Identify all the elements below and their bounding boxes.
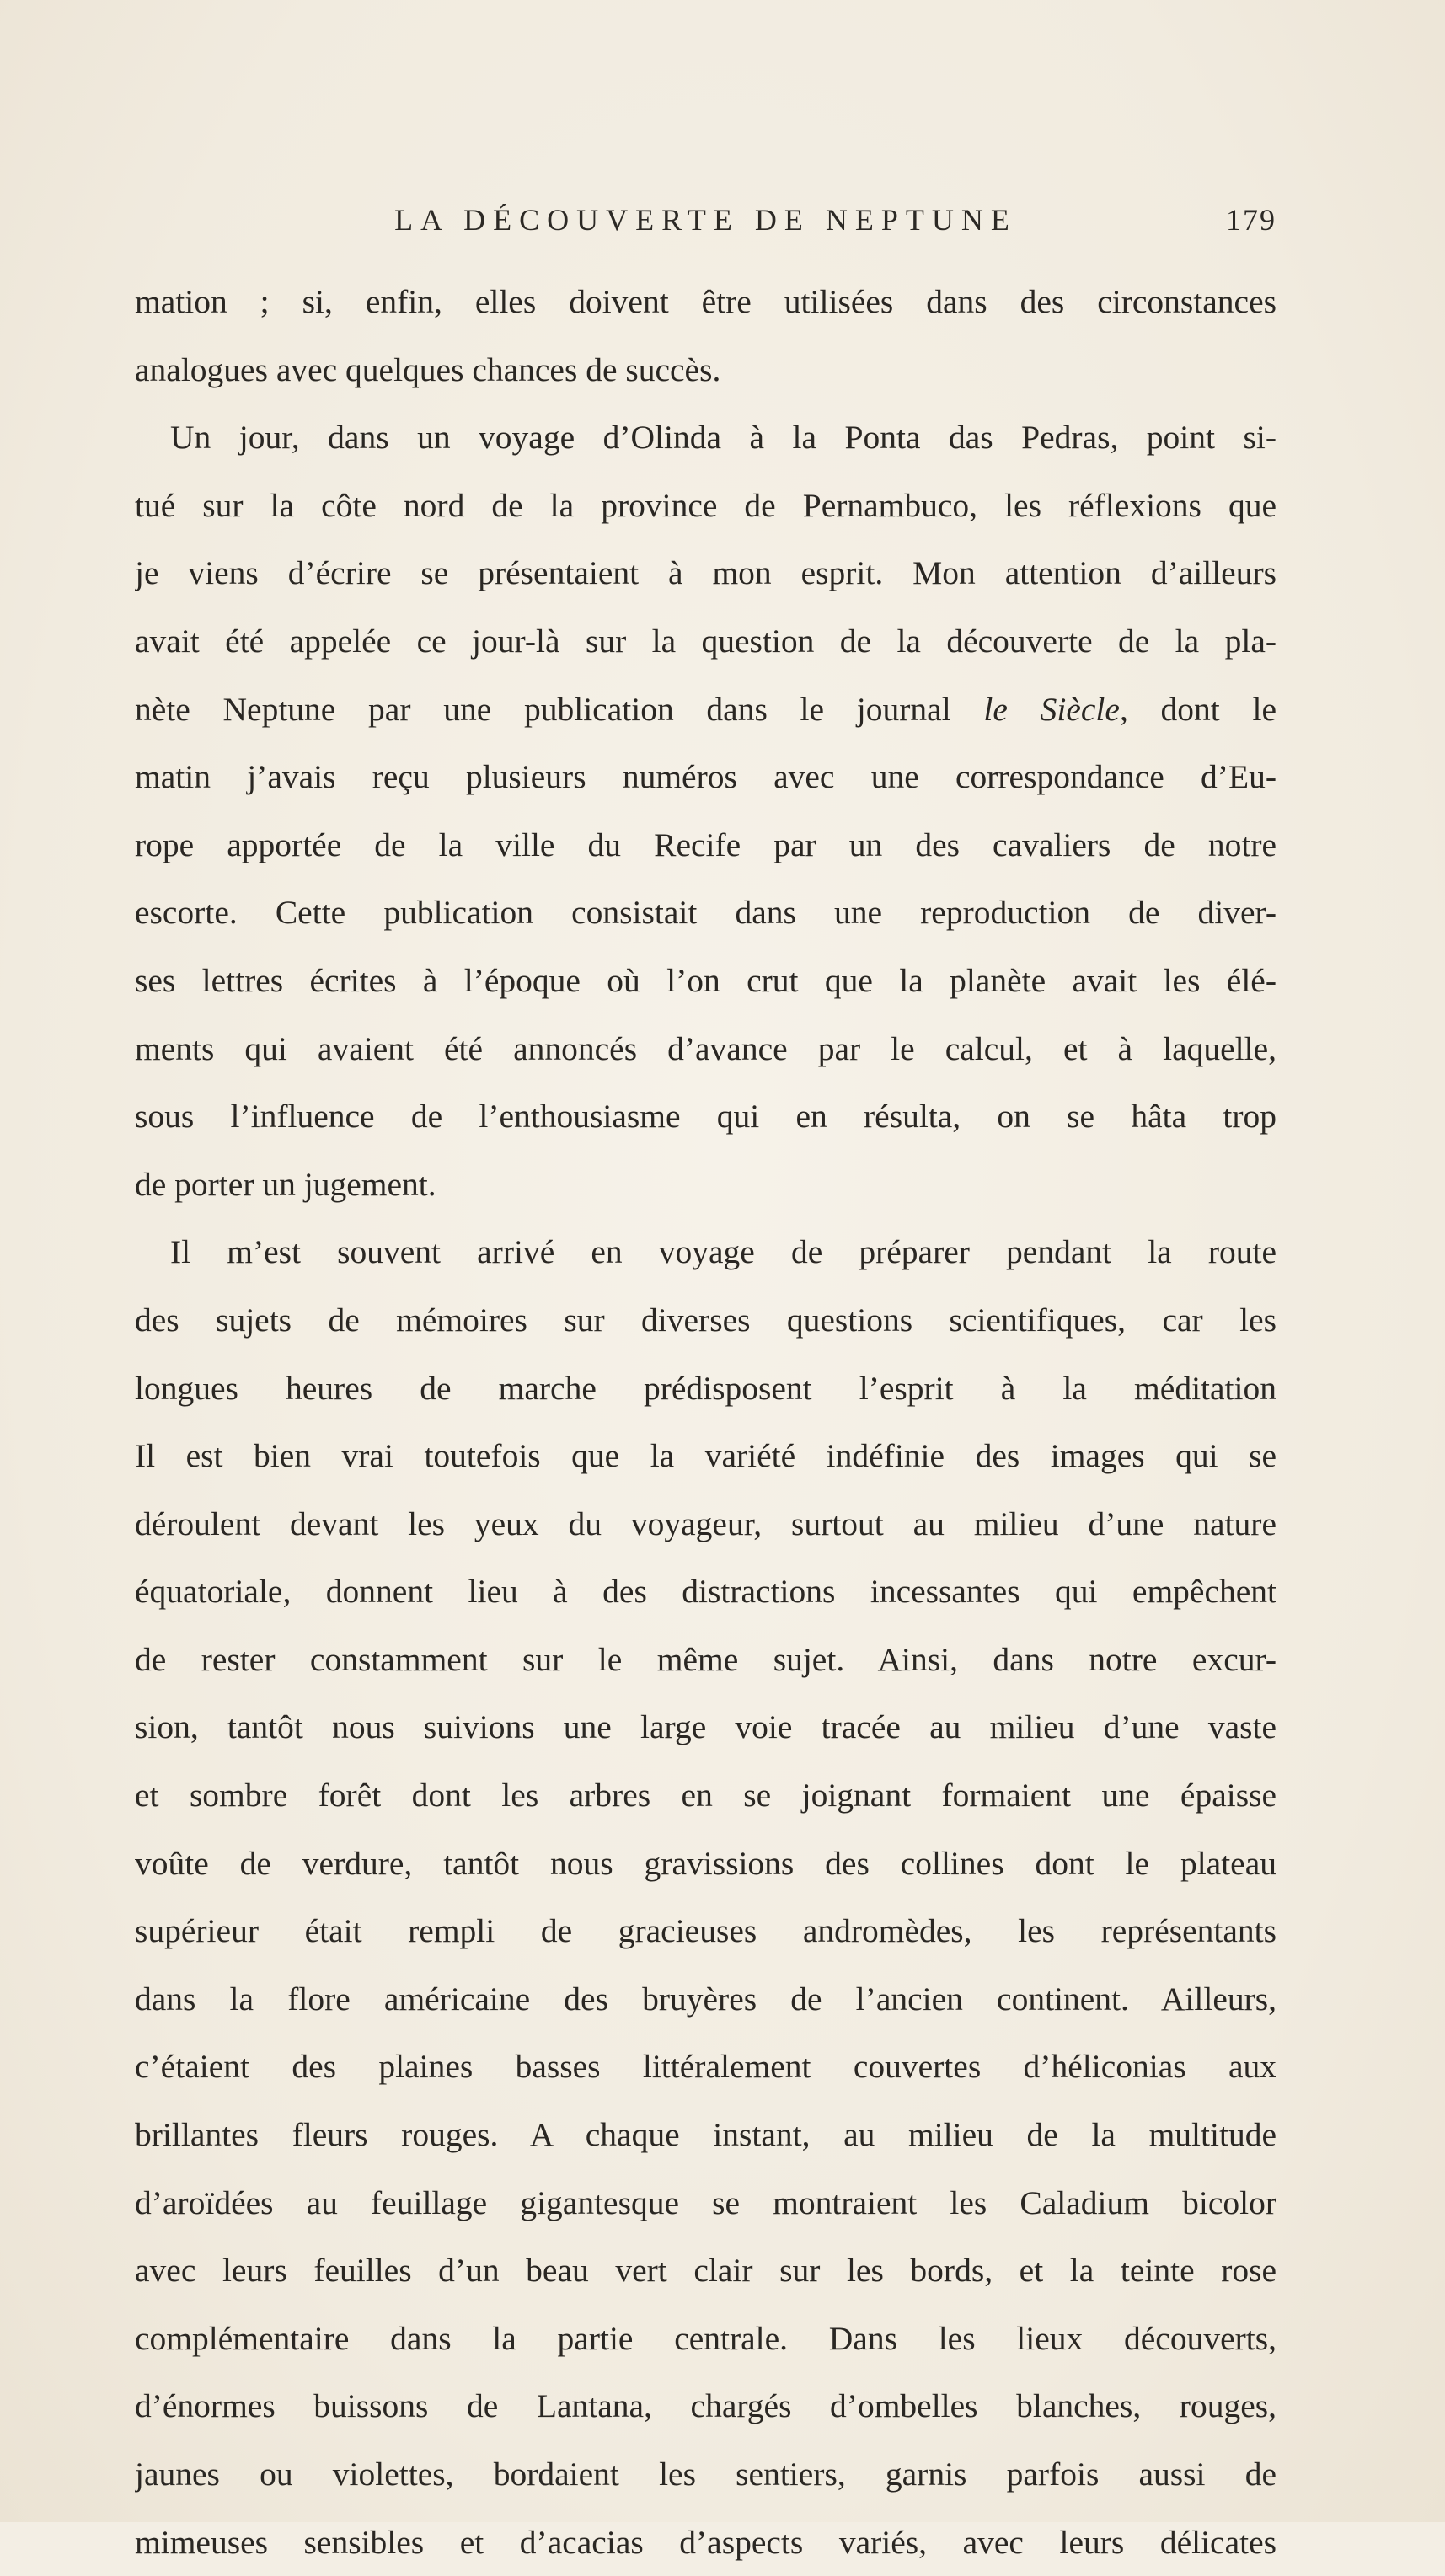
text-line: de rester constamment sur le même sujet. Ainsi, dans notre excur- — [135, 1640, 1276, 1678]
text-line: brillantes fleurs rouges. A chaque instant, au milieu de la multitude — [135, 2116, 1276, 2154]
text-line: je viens d’écrire se présentaient à mon esprit. Mon attention d’ailleurs — [135, 554, 1276, 592]
paragraph-start-line: Un jour, dans un voyage d’Olinda à la Ponta das Pedras, point si- — [170, 419, 1276, 457]
text-line: matin j’avais reçu plusieurs numéros avec une correspondance d’Eu- — [135, 758, 1276, 796]
newspaper-title: le Siècle — [983, 690, 1120, 728]
text-line: rope apportée de la ville du Recife par un des cavaliers de notre — [135, 826, 1276, 863]
text-line: d’énormes buissons de Lantana, chargés d’ombelles blanches, rouges, — [135, 2387, 1276, 2425]
text-line: Il est bien vrai toutefois que la variété indéfinie des images qui se — [135, 1437, 1276, 1475]
text-line: tué sur la côte nord de la province de Pernambuco, les réflexions que — [135, 486, 1276, 524]
paragraph-start-line: Il m’est souvent arrivé en voyage de préparer pendant la route — [170, 1233, 1276, 1271]
text-line: ses lettres écrites à l’époque où l’on crut que la planète avait les élé- — [135, 961, 1276, 999]
text-line: c’étaient des plaines basses littéralement couvertes d’héliconias aux — [135, 2048, 1276, 2086]
body-text — [135, 268, 1276, 2576]
text-fragment: nète Neptune par une publication dans le journal — [135, 690, 984, 728]
text-line: de porter un jugement. — [135, 1165, 436, 1203]
text-line: dans la flore américaine des bruyères de l’ancien continent. Ailleurs, — [135, 1980, 1276, 2018]
text-line: et sombre forêt dont les arbres en se joignant formaient une épaisse — [135, 1777, 1276, 1814]
text-line: escorte. Cette publication consistait dans une reproduction de diver- — [135, 894, 1276, 932]
text-line: jaunes ou violettes, bordaient les sentiers, garnis parfois aussi de — [135, 2456, 1276, 2493]
text-line: déroulent devant les yeux du voyageur, surtout au milieu d’une nature — [135, 1504, 1276, 1542]
text-line: d’aroïdées au feuillage gigantesque se montraient les Caladium bicolor — [135, 2183, 1276, 2221]
text-line — [135, 676, 1276, 744]
text-line: ments qui avaient été annoncés d’avance par le calcul, et à laquelle, — [135, 1029, 1276, 1067]
text-line: complémentaire dans la partie centrale. Dans les lieux découverts, — [135, 2319, 1276, 2357]
text-line: supérieur était rempli de gracieuses andromèdes, les représentants — [135, 1912, 1276, 1950]
text-line: des sujets de mémoires sur diverses questions scientifiques, car les — [135, 1301, 1276, 1339]
text-line: voûte de verdure, tantôt nous gravissions des collines dont le plateau — [135, 1844, 1276, 1882]
text-line: sous l’influence de l’enthousiasme qui en résulta, on se hâta trop — [135, 1098, 1276, 1136]
text-line: mation ; si, enfin, elles doivent être utilisées dans des circonstances — [135, 283, 1276, 320]
text-line: avec leurs feuilles d’un beau vert clair sur les bords, et la teinte rose — [135, 2252, 1276, 2290]
text-line: avait été appelée ce jour-là sur la question de la découverte de la pla- — [135, 622, 1276, 660]
page-number: 179 — [1226, 203, 1276, 237]
text-line: longues heures de marche prédisposent l’esprit à la méditation — [135, 1369, 1276, 1407]
text-line: sion, tantôt nous suivions une large voie tracée au milieu d’une vaste — [135, 1708, 1276, 1746]
text-line: mimeuses sensibles et d’acacias d’aspects variés, avec leurs délicates — [135, 2523, 1276, 2561]
page-header — [135, 202, 1276, 244]
text-line: équatoriale, donnent lieu à des distractions incessantes qui empêchent — [135, 1573, 1276, 1611]
text-line: analogues avec quelques chances de succès. — [135, 350, 721, 388]
text-fragment: , dont le — [1119, 690, 1276, 728]
running-title: LA DÉCOUVERTE DE NEPTUNE — [394, 203, 1017, 237]
